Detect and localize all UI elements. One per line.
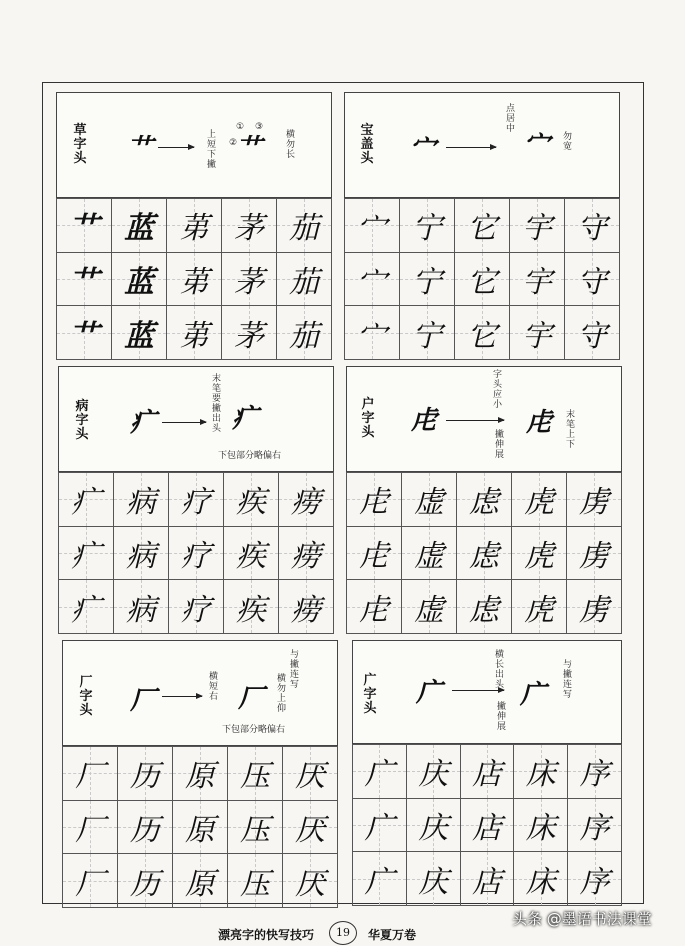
grid-cell: 虍	[347, 527, 402, 581]
grid-cell: 压	[228, 854, 283, 908]
demo-char-result: 宀	[524, 130, 551, 160]
watermark: 头条 @墨语书法课堂	[512, 910, 652, 928]
grid-cell: 厌	[283, 747, 338, 801]
radical-name: 病字头	[75, 399, 89, 442]
demo-char: 宀	[410, 134, 437, 164]
grid-cell: 庆	[407, 852, 461, 906]
grid-cell: 广	[353, 745, 407, 799]
grid-cell: 虍	[347, 580, 402, 634]
grid-cell: 茅	[222, 199, 277, 253]
arrow	[162, 696, 202, 697]
grid-cell: 守	[565, 306, 620, 360]
grid-cell: 茅	[222, 306, 277, 360]
grid-cell: 疗	[169, 527, 224, 581]
grid-cell: 序	[568, 799, 622, 853]
note: 撇伸展	[494, 430, 504, 460]
grid-cell: 茄	[277, 253, 332, 307]
note: 字头应小	[492, 370, 502, 410]
grid-cell: 宁	[400, 306, 455, 360]
grid-cell: 庆	[407, 799, 461, 853]
grid-cell: 床	[514, 799, 568, 853]
grid-cell: 守	[565, 199, 620, 253]
demo-char: 虍	[411, 406, 438, 436]
grid-cell: 床	[514, 745, 568, 799]
grid-cell: 疒	[59, 580, 114, 634]
grid-cell: 虑	[457, 473, 512, 527]
arrow	[446, 420, 504, 421]
grid-cell: 茄	[277, 306, 332, 360]
grid-cell: 疾	[224, 580, 279, 634]
grid-cell: 厌	[283, 854, 338, 908]
grid-cell: 苐	[167, 199, 222, 253]
grid-cell: 它	[455, 306, 510, 360]
grid-cell: 店	[461, 799, 515, 853]
grid-cell: 蓝	[112, 199, 167, 253]
grid-cell: 虑	[457, 580, 512, 634]
grid-cell: 宇	[510, 253, 565, 307]
grid-cell: 虏	[567, 580, 622, 634]
grid-cell: 广	[353, 799, 407, 853]
practice-grid	[62, 746, 338, 908]
grid-cell: 艹	[57, 306, 112, 360]
demo-char-result: 虍	[526, 408, 553, 438]
grid-cell: 疗	[169, 473, 224, 527]
note: 下包部分略偏右	[218, 451, 282, 461]
arrow	[446, 147, 496, 148]
grid-cell: 疒	[59, 527, 114, 581]
demo-char: 厂	[130, 686, 157, 716]
note: 与撇连写	[562, 660, 572, 700]
demo-char-result: 艹	[236, 134, 263, 164]
arrow	[162, 422, 206, 423]
grid-cell: 痨	[279, 473, 334, 527]
grid-cell: 广	[353, 852, 407, 906]
note: 上短下撇	[206, 130, 216, 170]
grid-cell: 历	[118, 854, 173, 908]
grid-cell: 序	[568, 852, 622, 906]
radical-name: 草字头	[73, 123, 87, 166]
demo-char-result: 广	[520, 680, 547, 710]
note: 点居中	[505, 104, 515, 134]
grid-cell: 病	[114, 580, 169, 634]
grid-cell: 宀	[345, 306, 400, 360]
note: 末笔要撇出头	[211, 374, 221, 434]
grid-cell: 疾	[224, 527, 279, 581]
note: 撇伸展	[496, 702, 506, 732]
grid-cell: 痨	[279, 580, 334, 634]
grid-cell: 宁	[400, 253, 455, 307]
radical-name: 厂字头	[79, 675, 93, 718]
header-box	[344, 92, 620, 198]
practice-grid	[346, 472, 622, 634]
header-box	[346, 366, 622, 472]
arrow	[158, 147, 194, 148]
practice-grid	[58, 472, 334, 634]
grid-cell: 苐	[167, 306, 222, 360]
demo-char: 艹	[127, 134, 154, 164]
grid-cell: 序	[568, 745, 622, 799]
grid-cell: 店	[461, 745, 515, 799]
note: 横勿上仰	[276, 674, 286, 714]
grid-cell: 虎	[512, 580, 567, 634]
header-box	[352, 640, 622, 744]
grid-cell: 虚	[402, 527, 457, 581]
grid-cell: 压	[228, 801, 283, 855]
grid-cell: 原	[173, 747, 228, 801]
grid-cell: 它	[455, 199, 510, 253]
demo-char-result: 疒	[232, 404, 259, 434]
grid-cell: 虚	[402, 473, 457, 527]
grid-cell: 庆	[407, 745, 461, 799]
page-number: 19	[329, 921, 357, 945]
grid-cell: 店	[461, 852, 515, 906]
practice-grid	[56, 198, 332, 360]
grid-cell: 厂	[63, 854, 118, 908]
grid-cell: 宇	[510, 199, 565, 253]
note: 勿宽	[562, 132, 572, 152]
grid-cell: 虑	[457, 527, 512, 581]
note: ②	[229, 138, 238, 148]
arrow	[452, 690, 504, 691]
radical-name: 宝盖头	[360, 123, 374, 166]
grid-cell: 疒	[59, 473, 114, 527]
grid-cell: 病	[114, 527, 169, 581]
grid-cell: 痨	[279, 527, 334, 581]
grid-cell: 虏	[567, 527, 622, 581]
practice-grid	[352, 744, 622, 906]
grid-cell: 宀	[345, 199, 400, 253]
grid-cell: 虎	[512, 473, 567, 527]
grid-cell: 厂	[63, 801, 118, 855]
grid-cell: 艹	[57, 199, 112, 253]
grid-cell: 厂	[63, 747, 118, 801]
grid-cell: 苐	[167, 253, 222, 307]
grid-cell: 蓝	[112, 306, 167, 360]
grid-cell: 疗	[169, 580, 224, 634]
grid-cell: 它	[455, 253, 510, 307]
grid-cell: 虍	[347, 473, 402, 527]
radical-name: 广字头	[363, 673, 377, 716]
footer-book-title: 漂亮字的快写技巧	[218, 928, 315, 942]
grid-cell: 疾	[224, 473, 279, 527]
grid-cell: 历	[118, 801, 173, 855]
note: 下包部分略偏右	[222, 725, 286, 735]
grid-cell: 床	[514, 852, 568, 906]
grid-cell: 艹	[57, 253, 112, 307]
grid-cell: 原	[173, 854, 228, 908]
note: 末笔上下	[565, 410, 575, 450]
grid-cell: 历	[118, 747, 173, 801]
grid-cell: 茅	[222, 253, 277, 307]
radical-name: 户字头	[361, 397, 375, 440]
note: ①	[236, 122, 245, 132]
note: 横短右	[208, 672, 218, 702]
grid-cell: 虚	[402, 580, 457, 634]
grid-cell: 蓝	[112, 253, 167, 307]
header-box	[58, 366, 334, 472]
grid-cell: 压	[228, 747, 283, 801]
grid-cell: 宇	[510, 306, 565, 360]
note: ③	[255, 122, 264, 132]
practice-grid	[344, 198, 620, 360]
demo-char-result: 厂	[238, 684, 265, 714]
grid-cell: 宀	[345, 253, 400, 307]
note: 横长出头	[494, 650, 504, 690]
grid-cell: 病	[114, 473, 169, 527]
note: 与撇连写	[289, 650, 299, 690]
grid-cell: 虏	[567, 473, 622, 527]
footer-publisher: 华夏万卷	[368, 928, 417, 942]
demo-char: 广	[416, 678, 443, 708]
grid-cell: 守	[565, 253, 620, 307]
grid-cell: 厌	[283, 801, 338, 855]
note: 横勿长	[285, 130, 295, 160]
grid-cell: 茄	[277, 199, 332, 253]
grid-cell: 宁	[400, 199, 455, 253]
grid-cell: 虎	[512, 527, 567, 581]
grid-cell: 原	[173, 801, 228, 855]
demo-char: 疒	[130, 408, 157, 438]
